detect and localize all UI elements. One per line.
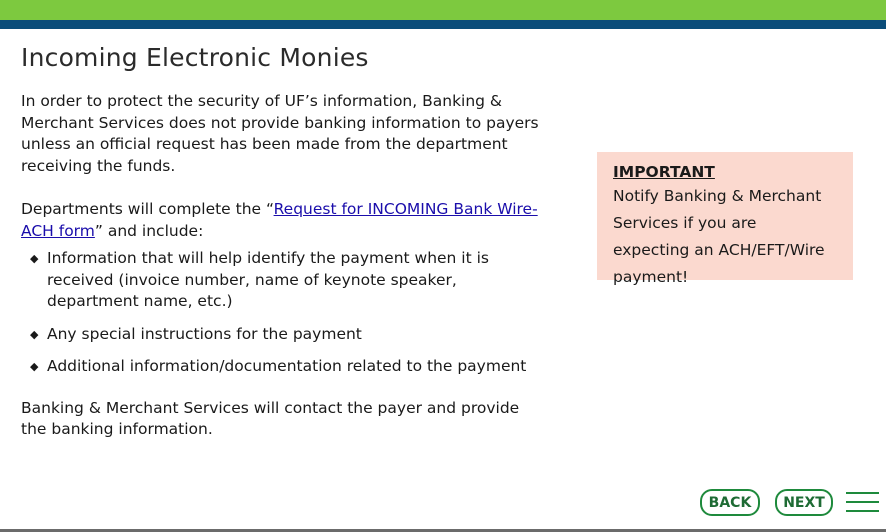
hamburger-menu-icon[interactable]	[846, 491, 879, 513]
instructions-prefix: Departments will complete the “	[21, 200, 274, 218]
list-item-text: Additional information/documentation related to the payment	[47, 357, 527, 375]
intro-paragraph: In order to protect the security of UF’s information, Banking & Merchant Services does not provide banking information to payers unless an official request has been made from the department receiving the funds.	[21, 92, 539, 175]
instructions-paragraph	[21, 199, 541, 242]
callout-heading: IMPORTANT	[613, 163, 715, 181]
requirements-list	[21, 248, 541, 378]
top-stripe-bar	[0, 20, 886, 29]
bullet-diamond-icon: ◆	[30, 252, 39, 265]
menu-line	[846, 510, 879, 512]
callout-text: Notify Banking & Merchant Services if you are expecting an ACH/EFT/Wire payment!	[613, 187, 825, 286]
list-item	[21, 248, 541, 313]
main-content	[21, 91, 541, 441]
request-form-link[interactable]: Request for INCOMING Bank Wire-ACH form	[21, 200, 538, 240]
closing-paragraph: Banking & Merchant Services will contact the payer and provide the banking information.	[21, 398, 520, 438]
page-title: Incoming Electronic Monies	[21, 43, 369, 72]
important-callout	[597, 152, 853, 286]
bullet-diamond-icon: ◆	[30, 327, 39, 341]
menu-line	[846, 501, 879, 503]
next-button[interactable]: NEXT	[775, 489, 833, 516]
menu-line	[846, 492, 879, 494]
back-button[interactable]: BACK	[700, 489, 760, 516]
bullet-diamond-icon: ◆	[30, 360, 39, 373]
instructions-suffix: ” and include:	[94, 221, 204, 240]
list-item-text: Any special instructions for the payment	[47, 324, 362, 343]
list-item-text: Information that will help identify the payment when it is received (invoice number, name of keynote speaker, department name, etc.)	[47, 249, 489, 310]
list-item	[21, 324, 541, 346]
list-item	[21, 356, 541, 378]
top-accent-bar	[0, 0, 886, 20]
